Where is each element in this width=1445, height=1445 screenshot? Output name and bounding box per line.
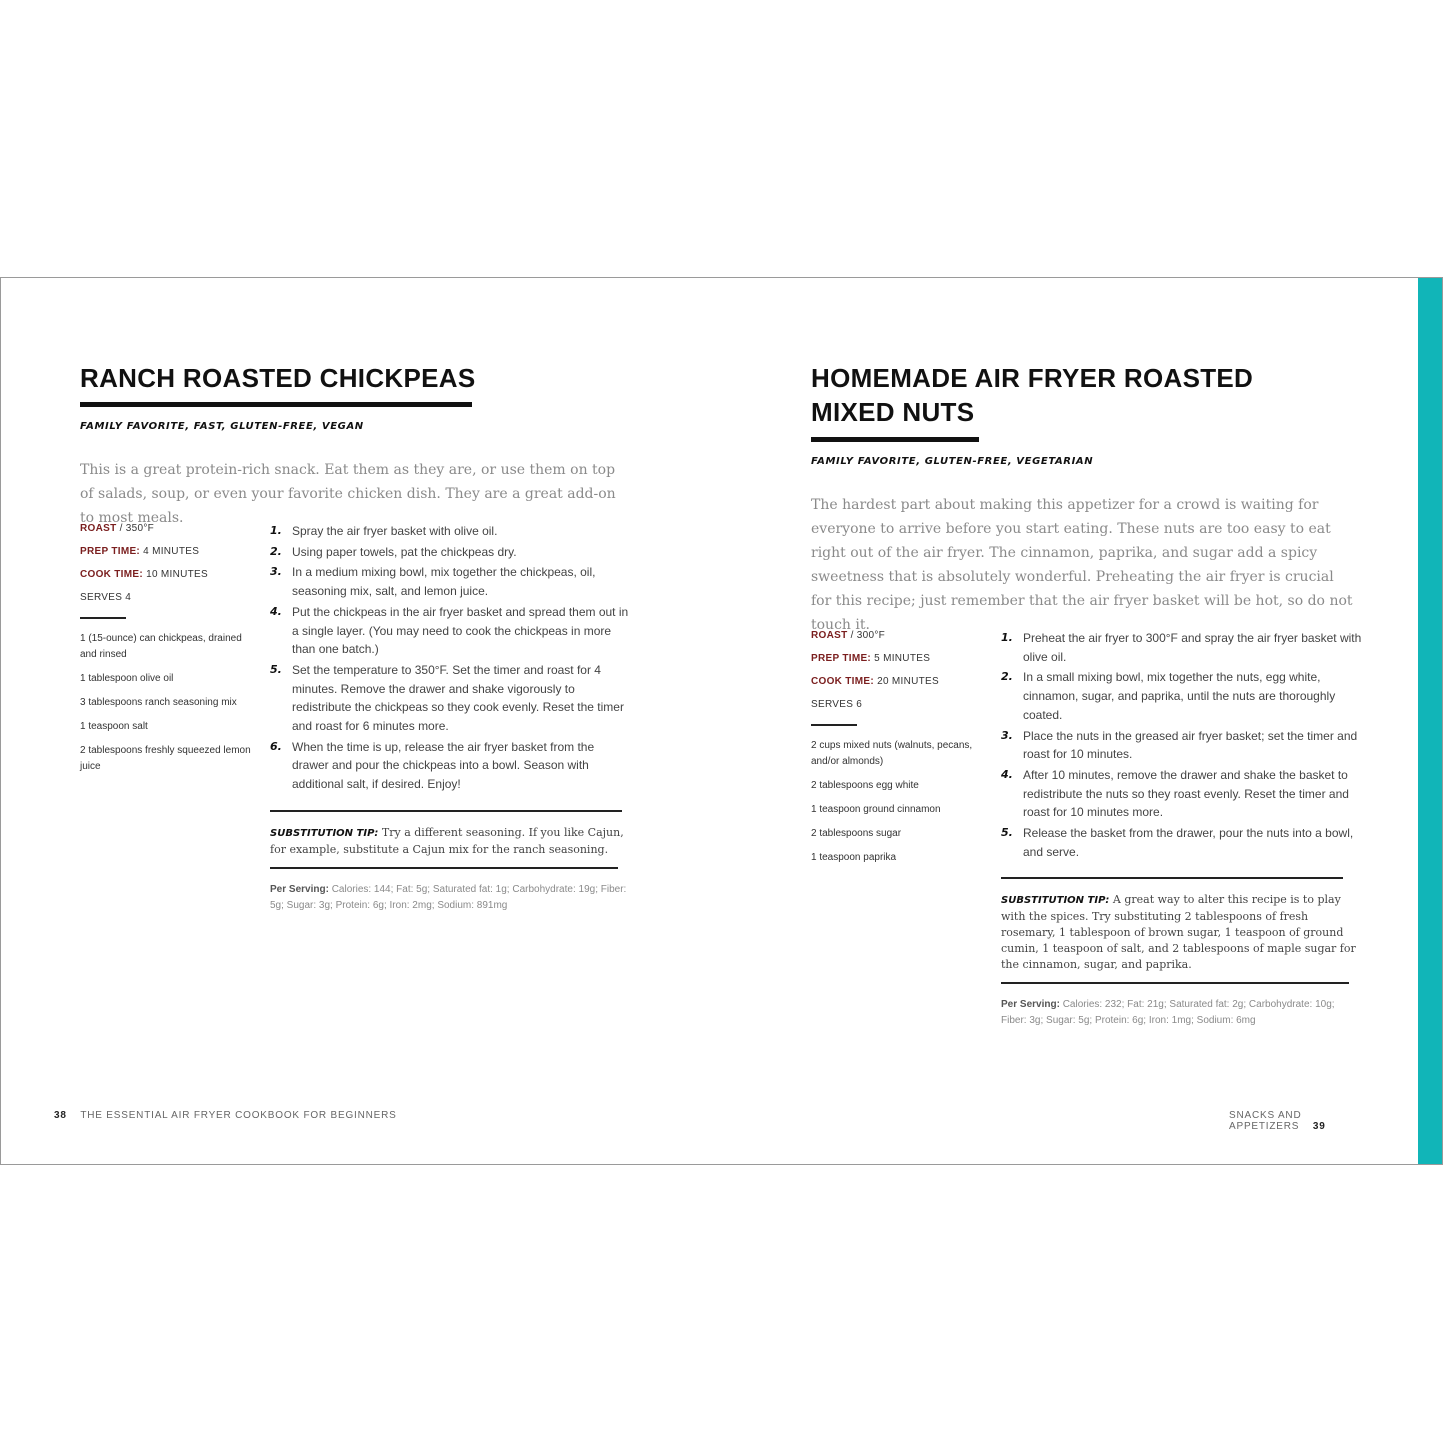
step-list: [1001, 629, 1363, 863]
left-page: [54, 278, 640, 1164]
meta-cook-method: ROAST / 300°F: [811, 630, 886, 641]
ingredient-item: 1 teaspoon paprika: [811, 852, 897, 863]
step-list: [270, 522, 632, 796]
running-head: SNACKS AND APPETIZERS: [1229, 1110, 1302, 1132]
recipe-meta: [80, 523, 260, 619]
meta-prep-time: PREP TIME: 4 MINUTES: [80, 546, 200, 557]
step-item: 2. In a small mixing bowl, mix together the nuts, egg white, cinnamon, sugar, and paprika, until the nuts are thoroughly coated.: [1001, 670, 1336, 722]
step-item: 1. Preheat the air fryer to 300°F and spray the air fryer basket with olive oil.: [1001, 631, 1362, 664]
ingredient-item: 3 tablespoons ranch seasoning mix: [80, 697, 237, 708]
substitution-tip: SUBSTITUTION TIP: A great way to alter this recipe is to play with the spices. Try substituting 2 tablespoons of fresh rosemary, 1 tablespoon of brown sugar, 1 teaspoon of ground cumin, 1 teaspoon of salt, and 2 tablespoons of maple sugar for the cinnamon, sugar, and paprika.: [1001, 893, 1356, 971]
meta-divider: [80, 617, 126, 619]
right-page: [811, 278, 1371, 1164]
title-underline: [80, 402, 472, 407]
recipe-intro: The hardest part about making this appetizer for a crowd is waiting for everyone to arrive before you start eating. These nuts are too easy to eat right out of the air fryer. The cinnamon, paprika, and sugar add a spicy sweetness that is absolutely wonderful. Preheating the air fryer is crucial for this recipe; just remember that the air fryer basket will be hot, so do not touch it.: [811, 497, 1353, 633]
recipe-meta: [811, 630, 991, 726]
recipe-intro: This is a great protein-rich snack. Eat them as they are, or use them on top of salads, soup, or even your favorite chicken dish. They are a great add-on to most meals.: [80, 462, 616, 526]
step-item: 1. Spray the air fryer basket with olive oil.: [270, 524, 498, 538]
page-number: 38: [54, 1110, 67, 1121]
ingredient-item: 1 (15-ounce) can chickpeas, drained and rinsed: [80, 633, 242, 660]
ingredient-list: [80, 631, 260, 783]
meta-servings: SERVES 4: [80, 592, 132, 603]
ingredient-item: 1 tablespoon olive oil: [80, 673, 174, 684]
ingredient-item: 2 tablespoons sugar: [811, 828, 902, 839]
meta-cook-time: COOK TIME: 10 MINUTES: [80, 569, 208, 580]
ingredient-list: [811, 738, 991, 874]
ingredient-item: 2 tablespoons freshly squeezed lemon juice: [80, 745, 251, 772]
step-item: 3. In a medium mixing bowl, mix together the chickpeas, oil, seasoning mix, salt, and lemon juice.: [270, 565, 596, 599]
ingredient-item: 1 teaspoon salt: [80, 721, 148, 732]
tip-divider-top: [1001, 877, 1343, 879]
recipe-tags: FAMILY FAVORITE, FAST, GLUTEN-FREE, VEGAN: [80, 421, 364, 432]
nutrition-info: Per Serving: Calories: 232; Fat: 21g; Saturated fat: 2g; Carbohydrate: 10g; Fiber: 3g; Sugar: 5g; Protein: 6g; Iron: 1mg; Sodium: 6mg: [1001, 999, 1335, 1026]
running-head: THE ESSENTIAL AIR FRYER COOKBOOK FOR BEGINNERS: [80, 1110, 397, 1121]
meta-servings: SERVES 6: [811, 699, 863, 710]
nutrition-info: Per Serving: Calories: 144; Fat: 5g; Saturated fat: 1g; Carbohydrate: 19g; Fiber: 5g; Sugar: 3g; Protein: 6g; Iron: 2mg; Sodium: 891mg: [270, 884, 627, 911]
step-item: 4. Put the chickpeas in the air fryer basket and spread them out in a single layer. (You may need to cook the chickpeas in more than one batch.): [270, 604, 629, 657]
chapter-color-tab: [1418, 278, 1442, 1164]
title-underline: [811, 437, 979, 442]
substitution-tip: SUBSTITUTION TIP: Try a different seasoning. If you like Cajun, for example, substitute a Cajun mix for the ranch seasoning.: [270, 826, 624, 856]
recipe-title: RANCH ROASTED CHICKPEAS: [80, 363, 476, 393]
left-footer: [54, 1110, 397, 1121]
ingredient-item: 2 cups mixed nuts (walnuts, pecans, and/or almonds): [811, 740, 973, 767]
recipe-title: HOMEMADE AIR FRYER ROASTED MIXED NUTS: [811, 363, 1254, 427]
tip-divider-bottom: [270, 867, 618, 869]
tip-divider-top: [270, 810, 622, 812]
right-footer: [1229, 1110, 1371, 1132]
step-item: 5. Set the temperature to 350°F. Set the timer and roast for 4 minutes. Remove the drawer and shake vigorously to redistribute the chickpeas so they cook evenly. Reset the timer and roast for 6 minutes more.: [270, 662, 624, 734]
step-item: 2. Using paper towels, pat the chickpeas dry.: [270, 544, 517, 559]
step-item: 3. Place the nuts in the greased air fryer basket; set the timer and roast for 10 minutes.: [1001, 728, 1358, 762]
tip-divider-bottom: [1001, 982, 1349, 984]
meta-prep-time: PREP TIME: 5 MINUTES: [811, 653, 931, 664]
meta-divider: [811, 724, 857, 726]
page-number: 39: [1312, 1121, 1326, 1132]
step-item: 4. After 10 minutes, remove the drawer and shake the basket to redistribute the nuts so they roast evenly. Reset the timer and roast for 10 minutes more.: [1001, 767, 1349, 820]
meta-cook-time: COOK TIME: 20 MINUTES: [811, 676, 939, 687]
ingredient-item: 1 teaspoon ground cinnamon: [811, 804, 941, 815]
book-spread: [0, 277, 1443, 1165]
step-item: 5. Release the basket from the drawer, pour the nuts into a bowl, and serve.: [1001, 826, 1354, 859]
recipe-tags: FAMILY FAVORITE, GLUTEN-FREE, VEGETARIAN: [811, 456, 1094, 467]
meta-cook-method: ROAST / 350°F: [80, 523, 155, 534]
ingredient-item: 2 tablespoons egg white: [811, 780, 919, 791]
step-item: 6. When the time is up, release the air fryer basket from the drawer and pour the chickpeas into a bowl. Season with additional salt, if desired. Enjoy!: [270, 739, 595, 792]
